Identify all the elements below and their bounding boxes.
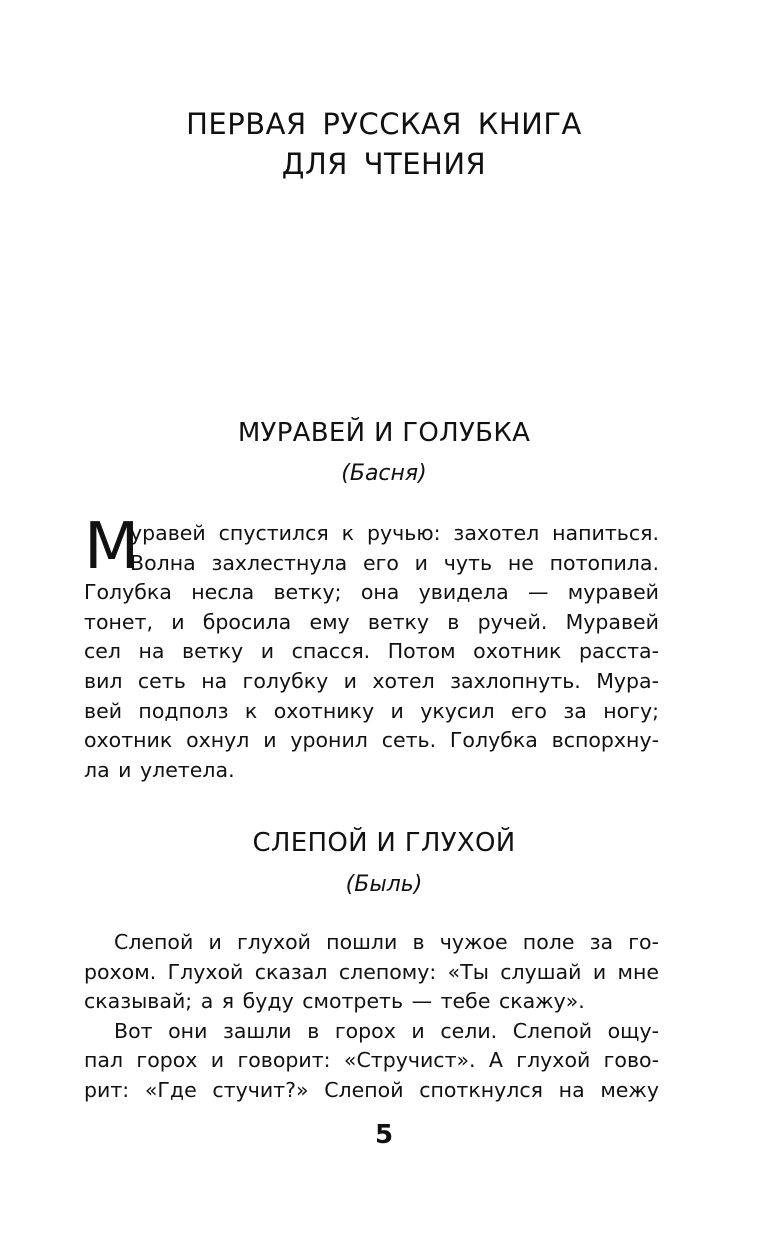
book-title-line-2: ДЛЯ ЧТЕНИЯ xyxy=(281,147,487,181)
text-line: Волна захлестнула его и чуть не потопила. xyxy=(130,550,659,575)
story-title-blind-and-deaf: СЛЕПОЙ И ГЛУХОЙ xyxy=(252,828,516,858)
drop-cap-letter: М xyxy=(84,510,140,584)
text-line: сел на ветку и спасся. Потом охотник расста- xyxy=(84,639,659,664)
text-line: вей подполз к охотнику и укусил его за ногу; xyxy=(84,698,659,723)
text-line: Голубка несла ветку; она увидела — муравей xyxy=(84,580,659,605)
story-title-ant-and-dove: МУРАВЕЙ И ГОЛУБКА xyxy=(237,418,531,448)
text-line: сказывай; а я буду смотреть — тебе скажу». xyxy=(84,989,585,1014)
text-line: пал горох и говорит: «Стручист». А глухой гово- xyxy=(84,1048,659,1073)
text-line: вил сеть на голубку и хотел захлопнуть. Мура- xyxy=(84,668,659,693)
book-title-line-1: ПЕРВАЯ РУССКАЯ КНИГА xyxy=(186,107,582,141)
story-genre-true-story: (Быль) xyxy=(345,872,423,897)
book-title xyxy=(0,104,768,184)
page-number: 5 xyxy=(374,1120,394,1150)
story-genre-fable: (Басня) xyxy=(341,461,427,486)
text-line: тонет, и бросила ему ветку в ручей. Муравей xyxy=(84,609,659,634)
text-line: охотник охнул и уронил сеть. Голубка вспорхну- xyxy=(84,728,659,753)
story-text-blind-and-deaf xyxy=(84,928,659,1106)
text-line: рит: «Где стучит?» Слепой споткнулся на межу xyxy=(84,1077,659,1102)
text-line: Слепой и глухой пошли в чужое поле за го- xyxy=(114,930,659,954)
story-text-ant-and-dove xyxy=(84,519,659,785)
text-line: уравей спустился к ручью: захотел напиться. xyxy=(130,521,659,545)
text-line: ла и улетела. xyxy=(84,757,235,782)
text-line: Вот они зашли в горох и сели. Слепой ощу- xyxy=(114,1018,659,1043)
text-line: рохом. Глухой сказал слепому: «Ты слушай и мне xyxy=(84,959,659,984)
